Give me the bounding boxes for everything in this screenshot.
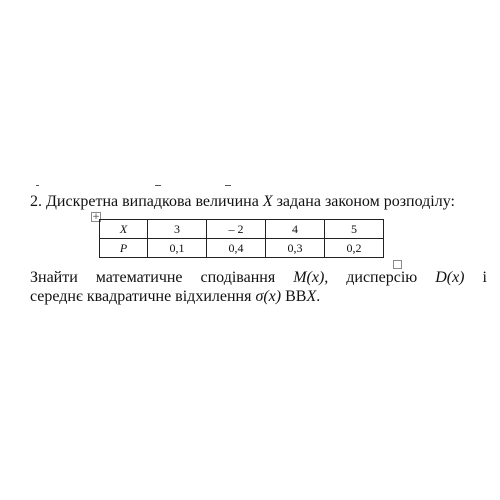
task-word: сподівання (200, 269, 276, 286)
problem-heading-text: задана законом розподілу: (276, 193, 455, 210)
p-value: 0,2 (325, 239, 384, 258)
x-value: 4 (266, 220, 325, 239)
p-value: 0,4 (207, 239, 266, 258)
task-word: і (482, 269, 487, 286)
stray-mark (36, 185, 39, 186)
problem-number: 2. (30, 193, 42, 210)
distribution-table (99, 219, 384, 258)
std-deviation-expression: σ(x) (255, 288, 282, 305)
x-value: 3 (148, 220, 207, 239)
problem-heading (30, 192, 490, 212)
task-line (30, 287, 487, 306)
task-word: математичне (95, 269, 183, 286)
row-label-p: P (100, 239, 148, 258)
p-value: 0,3 (266, 239, 325, 258)
stray-mark (155, 185, 161, 186)
table-row (100, 220, 384, 239)
move-cross-icon[interactable]: + (92, 212, 100, 222)
task-line (30, 268, 487, 287)
stray-mark (225, 185, 231, 186)
task-text-fragment: ВВ (285, 288, 307, 305)
variance-expression: D(x) (435, 269, 465, 286)
task-text-fragment: середнє квадратичне відхилення (30, 288, 252, 305)
x-value: – 2 (207, 220, 266, 239)
table-row (100, 239, 384, 258)
random-variable: X (262, 193, 273, 210)
problem-heading-text: Дискретна випадкова величина (46, 193, 259, 210)
row-label-x: X (100, 220, 148, 239)
p-value: 0,1 (148, 239, 207, 258)
task-text (30, 268, 487, 306)
expectation-expression: M(x), (293, 269, 329, 286)
x-value: 5 (325, 220, 384, 239)
task-text-fragment: . (316, 288, 321, 305)
random-variable: X (306, 288, 317, 305)
task-word: Знайти (30, 269, 78, 286)
task-word: дисперсію (346, 269, 418, 286)
